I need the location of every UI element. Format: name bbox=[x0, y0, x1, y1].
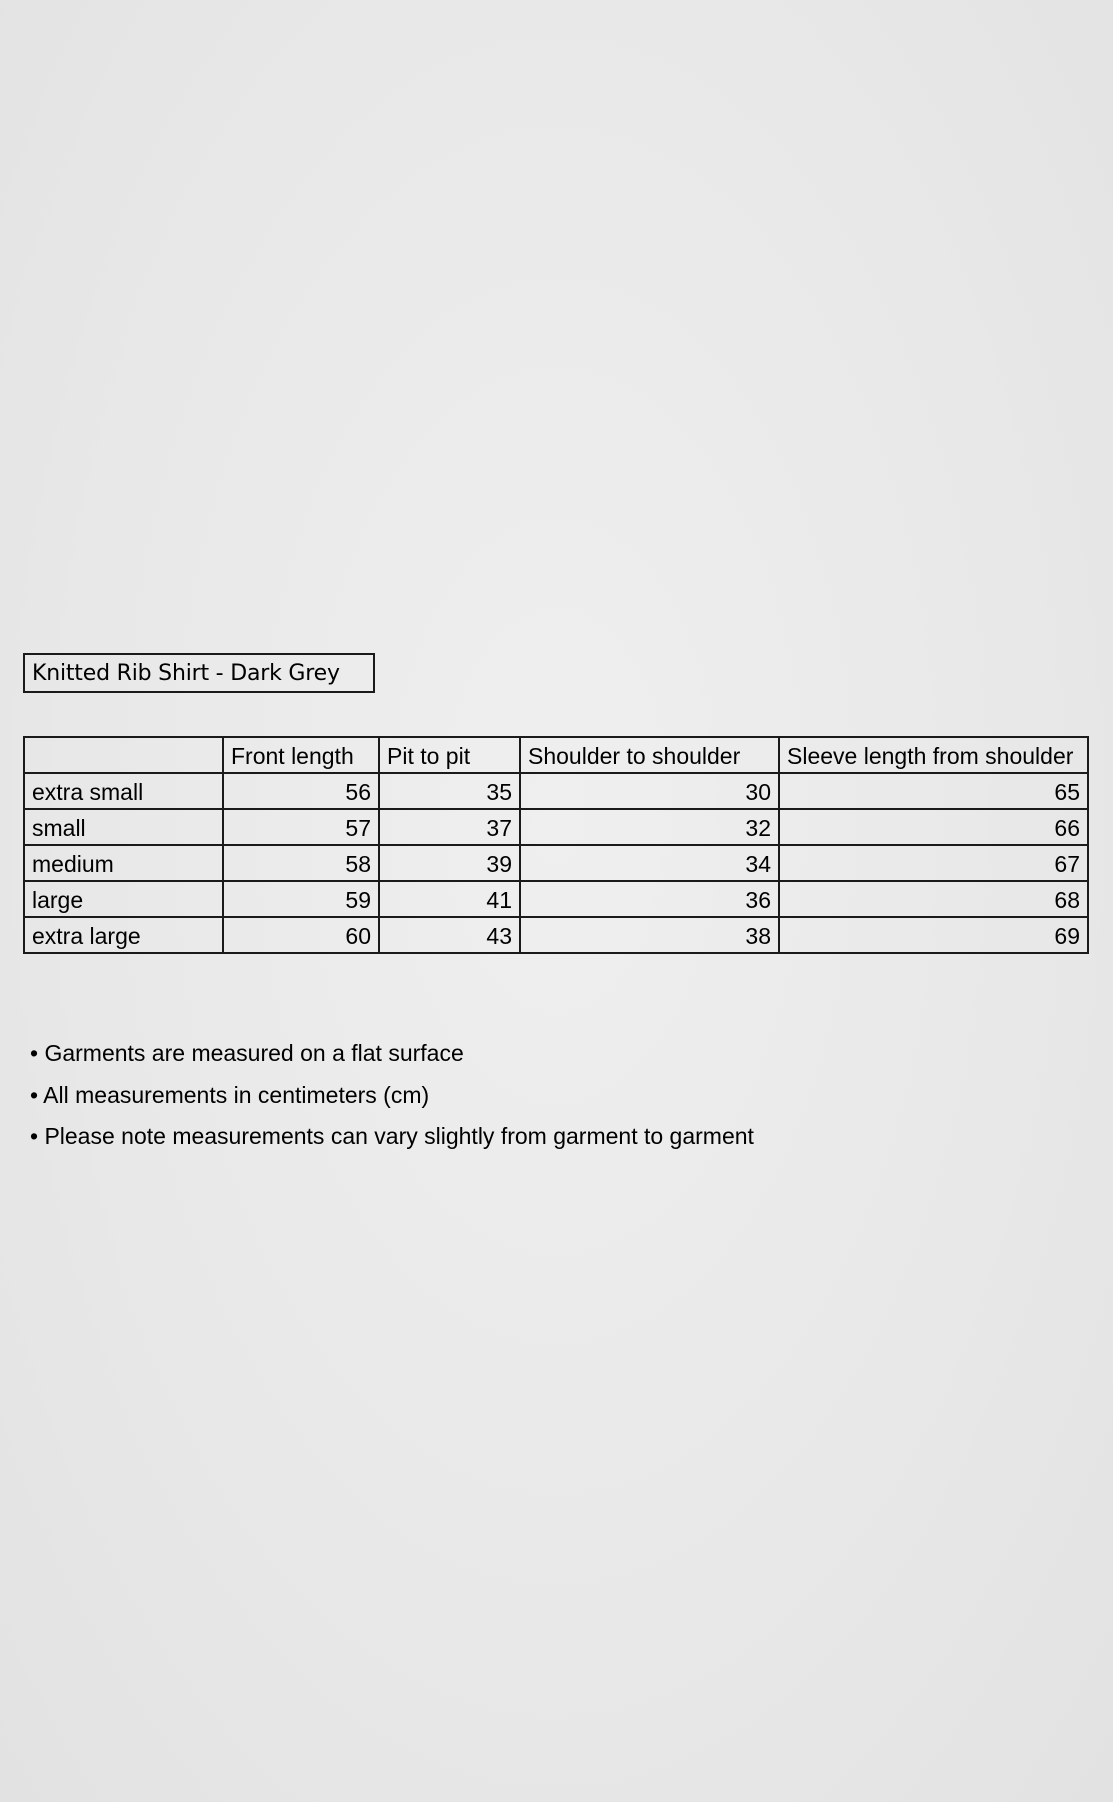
note-units: • All measurements in centimeters (cm) bbox=[30, 1081, 430, 1108]
size-chart-table bbox=[23, 736, 1089, 954]
sleeve-length-value: 66 bbox=[779, 809, 1088, 845]
table-row bbox=[24, 881, 1088, 917]
front-length-value: 59 bbox=[223, 881, 379, 917]
shoulder-value: 32 bbox=[520, 809, 779, 845]
table-row bbox=[24, 845, 1088, 881]
size-label: extra large bbox=[24, 917, 223, 953]
header-sleeve-length: Sleeve length from shoulder bbox=[779, 737, 1088, 773]
pit-to-pit-value: 35 bbox=[379, 773, 520, 809]
header-cell-empty bbox=[24, 737, 223, 773]
header-front-length: Front length bbox=[223, 737, 379, 773]
measurement-notes bbox=[30, 1035, 754, 1160]
pit-to-pit-value: 37 bbox=[379, 809, 520, 845]
front-length-value: 60 bbox=[223, 917, 379, 953]
shoulder-value: 36 bbox=[520, 881, 779, 917]
product-title: Knitted Rib Shirt - Dark Grey bbox=[23, 653, 375, 693]
size-label: medium bbox=[24, 845, 223, 881]
front-length-value: 58 bbox=[223, 845, 379, 881]
table-row bbox=[24, 917, 1088, 953]
table-row bbox=[24, 809, 1088, 845]
sleeve-length-value: 68 bbox=[779, 881, 1088, 917]
header-shoulder-to-shoulder: Shoulder to shoulder bbox=[520, 737, 779, 773]
pit-to-pit-value: 41 bbox=[379, 881, 520, 917]
shoulder-value: 38 bbox=[520, 917, 779, 953]
size-label: large bbox=[24, 881, 223, 917]
size-label: extra small bbox=[24, 773, 223, 809]
shoulder-value: 34 bbox=[520, 845, 779, 881]
table-row bbox=[24, 773, 1088, 809]
table-header-row bbox=[24, 737, 1088, 773]
sleeve-length-value: 67 bbox=[779, 845, 1088, 881]
note-variance: • Please note measurements can vary slightly from garment to garment bbox=[30, 1123, 754, 1149]
pit-to-pit-value: 39 bbox=[379, 845, 520, 881]
pit-to-pit-value: 43 bbox=[379, 917, 520, 953]
header-pit-to-pit: Pit to pit bbox=[379, 737, 520, 773]
front-length-value: 56 bbox=[223, 773, 379, 809]
front-length-value: 57 bbox=[223, 809, 379, 845]
note-flat-surface: • Garments are measured on a flat surface bbox=[30, 1040, 464, 1066]
sleeve-length-value: 69 bbox=[779, 917, 1088, 953]
sleeve-length-value: 65 bbox=[779, 773, 1088, 809]
size-label: small bbox=[24, 809, 223, 845]
shoulder-value: 30 bbox=[520, 773, 779, 809]
